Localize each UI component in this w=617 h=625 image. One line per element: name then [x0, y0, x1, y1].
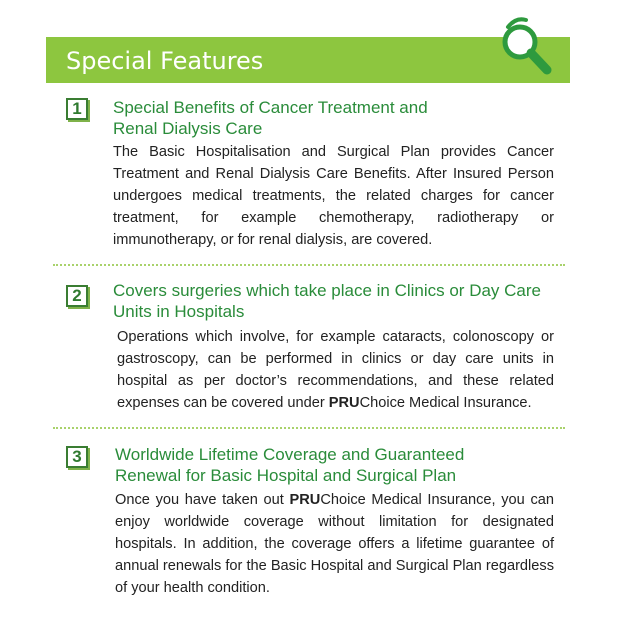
feature-number-2: 2 [66, 285, 88, 307]
feature-title-2-line2: Units in Hospitals [113, 302, 245, 321]
feature-title-2-line1: Covers surgeries which take place in Clinics or Day Care [113, 281, 541, 300]
feature-body-2-text: Operations which involve, for example cataracts, colonoscopy or gastroscopy, can be performed in clinics or day care units in hospital as per doctor’s recommendations, and these related expenses can be covered under [117, 329, 554, 411]
feature-title-3-line2: Renewal for Basic Hospital and Surgical Plan [115, 466, 457, 485]
brand-pru: PRU [328, 395, 360, 411]
feature-body-3-text: Once you have taken out [115, 492, 290, 508]
divider [53, 264, 565, 266]
feature-body-3-text-end: Choice Medical Insurance, you can enjoy worldwide coverage without limitation for designated hospitals. In addition, the coverage offers a lifetime guarantee of annual renewals for the Basic Hospital and Surgical Plan regardless of your health condition. [115, 492, 554, 596]
feature-number-3: 3 [66, 446, 88, 468]
feature-body-2 [117, 326, 554, 414]
feature-title-1-line2: Renal Dialysis Care [113, 119, 263, 138]
feature-body-3 [115, 489, 554, 599]
divider [53, 427, 565, 429]
section-title: Special Features [66, 47, 264, 75]
feature-title-3-line1: Worldwide Lifetime Coverage and Guaranteed [115, 445, 465, 464]
feature-body-2-text-end: Choice Medical Insurance. [359, 395, 532, 411]
brand-pru: PRU [289, 492, 321, 508]
feature-title-1-line1: Special Benefits of Cancer Treatment and [113, 98, 428, 117]
feature-title-1 [113, 97, 428, 139]
feature-title-2 [113, 280, 541, 322]
search-icon [494, 12, 558, 78]
feature-body-1: The Basic Hospitalisation and Surgical Plan provides Cancer Treatment and Renal Dialysis Care Benefits. After Insured Person undergoes medical treatments, the related charges for cancer treatment, for example chemotherapy, radiotherapy or immunotherapy, or for renal dialysis, are covered. [113, 144, 554, 248]
feature-title-3 [115, 444, 464, 486]
feature-number-1: 1 [66, 98, 88, 120]
